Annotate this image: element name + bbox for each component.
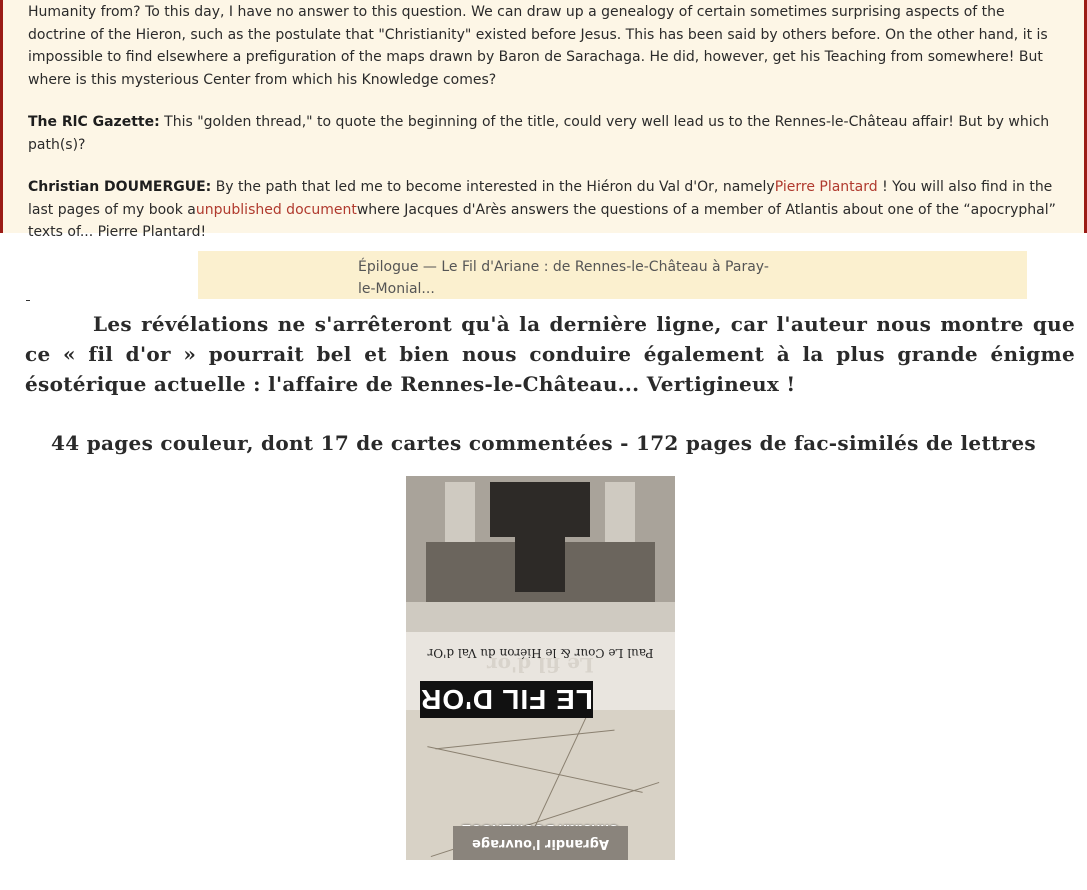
book-ghost-title: Le fil d'or bbox=[487, 653, 594, 677]
building-doorway bbox=[515, 532, 565, 592]
building-base bbox=[406, 602, 675, 632]
interview-question bbox=[28, 111, 1064, 156]
pierre-plantard-link[interactable]: Pierre Plantard bbox=[774, 179, 878, 195]
question-speaker: The RlC Gazette: bbox=[28, 114, 160, 130]
answer-speaker: Christian DOUMERGUE: bbox=[28, 179, 212, 195]
epilogue-text: Épilogue — Le Fil d'Ariane : de Rennes-le-Château à Paray-le-Monial... bbox=[358, 259, 769, 297]
divider-mark bbox=[26, 300, 30, 301]
answer-text-2: ! You will also find in the last pages of my book a bbox=[28, 179, 1053, 218]
interview-panel bbox=[0, 0, 1087, 240]
interview-paragraph: Humanity from? To this day, I have no answer to this question. We can draw up a genealogy of certain sometimes surprising aspects of the doctrine of the Hieron, such as the postulate that "Christianity" existed before Jesus. This has been said by others before. On the other hand, it is impossible to find elsewhere a prefiguration of the maps drawn by Baron de Sarachaga. He did, however, get his Teaching from somewhere! But where is this mysterious Center from which his Knowledge comes? bbox=[28, 4, 1048, 88]
epilogue-box bbox=[198, 251, 1027, 299]
answer-text-1: By the path that led me to become interested in the Hiéron du Val d'Or, namely bbox=[211, 179, 775, 195]
answer-text-3: where Jacques d'Arès answers the questions of a member of Atlantis about one of the “apocryphal” texts of... Pierre Plantard! bbox=[28, 201, 1056, 240]
map-line bbox=[435, 730, 614, 750]
book-subtitle: Paul Le Cour & le Hiéron du Val d'Or bbox=[427, 646, 654, 660]
interview-answer bbox=[28, 176, 1064, 244]
map-line bbox=[427, 746, 642, 793]
building-window bbox=[490, 482, 590, 537]
building-column bbox=[445, 482, 475, 542]
unpublished-document-link[interactable]: unpublished document bbox=[195, 201, 357, 218]
book-cover-image[interactable] bbox=[406, 476, 675, 860]
building-column bbox=[605, 482, 635, 542]
question-text: This "golden thread," to quote the beginning of the title, could very well lead us to the Rennes-le-Château affair! But by which path(s)? bbox=[28, 114, 1050, 153]
book-title: LE FIL D'OR bbox=[420, 681, 593, 718]
enlarge-book-button[interactable]: Agrandir l'ouvrage bbox=[453, 826, 628, 860]
cover-building bbox=[406, 476, 675, 632]
pages-info: 44 pages couleur, dont 17 de cartes commentées - 172 pages de fac-similés de lettres bbox=[51, 431, 1036, 455]
revelations-paragraph: Les révélations ne s'arrêteront qu'à la dernière ligne, car l'auteur nous montre que ce « fil d'or » pourrait bel et bien nous conduire également à la plus grande énigme ésotérique actuelle : l'affaire de Rennes-le-Château... Vertigineux ! bbox=[25, 312, 1075, 396]
